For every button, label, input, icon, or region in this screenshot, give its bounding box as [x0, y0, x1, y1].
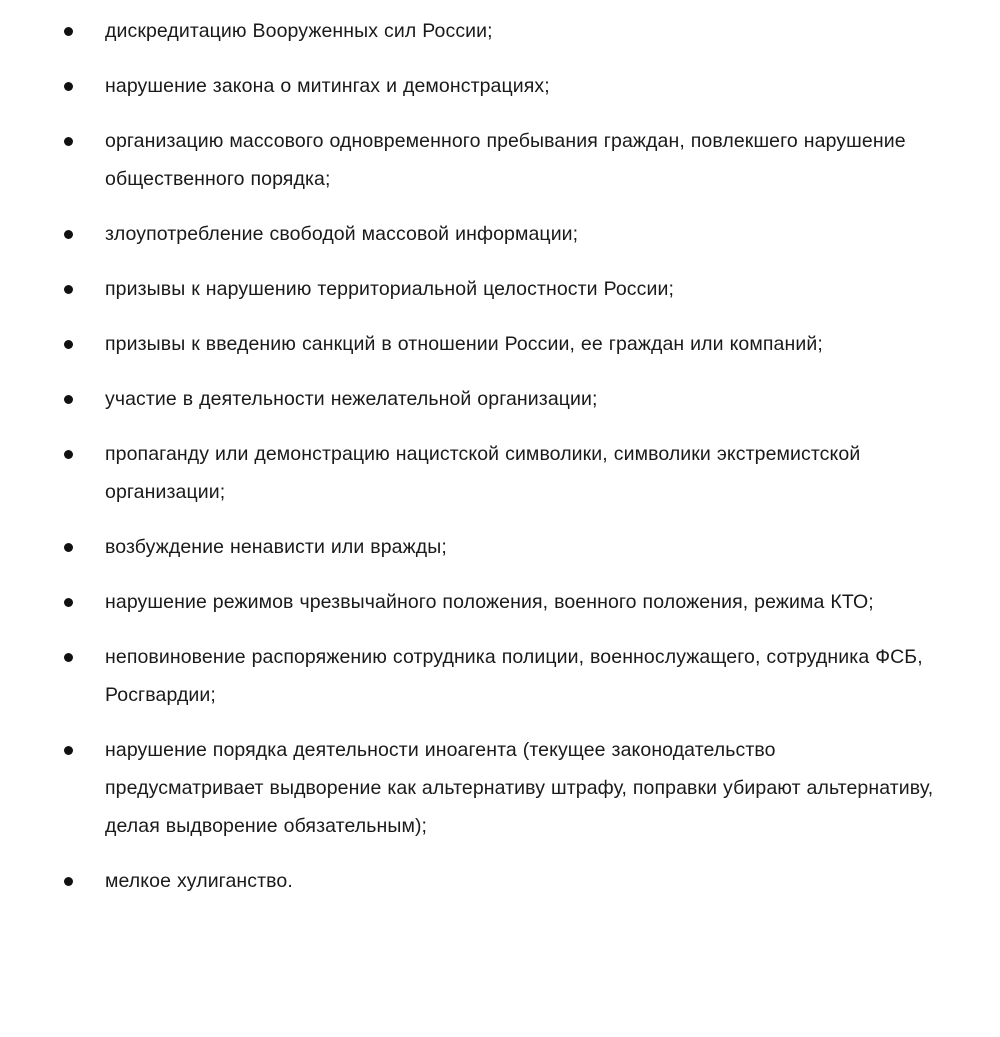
- list-item: [0, 638, 1000, 714]
- bullet-icon: [64, 380, 74, 418]
- list-item: [0, 12, 1000, 50]
- violations-list: [0, 12, 1000, 900]
- list-item-text: участие в деятельности нежелательной организации;: [105, 388, 598, 410]
- list-item: [0, 67, 1000, 105]
- list-item: [0, 122, 1000, 198]
- list-item-text: возбуждение ненависти или вражды;: [105, 536, 447, 558]
- list-item-text: нарушение режимов чрезвычайного положения, военного положения, режима КТО;: [105, 591, 874, 613]
- list-item-text: мелкое хулиганство.: [105, 870, 293, 892]
- bullet-icon: [64, 270, 74, 308]
- list-item: [0, 862, 1000, 900]
- list-item: [0, 380, 1000, 418]
- list-item-text: призывы к введению санкций в отношении России, ее граждан или компаний;: [105, 333, 823, 355]
- list-item-text: нарушение порядка деятельности иноагента (текущее законодательство предусматривает выдворение как альтернативу штрафу, поправки убирают альтернативу, делая выдворение обязательным);: [105, 739, 934, 837]
- list-item-text: дискредитацию Вооруженных сил России;: [105, 20, 493, 42]
- bullet-icon: [64, 528, 74, 566]
- bullet-icon: [64, 862, 74, 900]
- list-item: [0, 731, 1000, 845]
- bullet-icon: [64, 638, 74, 676]
- bullet-icon: [64, 215, 74, 253]
- list-item-text: призывы к нарушению территориальной целостности России;: [105, 278, 674, 300]
- list-item-text: нарушение закона о митингах и демонстрациях;: [105, 75, 550, 97]
- list-item: [0, 528, 1000, 566]
- list-item: [0, 325, 1000, 363]
- bullet-icon: [64, 731, 74, 769]
- list-item: [0, 583, 1000, 621]
- bullet-icon: [64, 435, 74, 473]
- list-item-text: организацию массового одновременного пребывания граждан, повлекшего нарушение общественного порядка;: [105, 130, 906, 190]
- list-item-text: неповиновение распоряжению сотрудника полиции, военнослужащего, сотрудника ФСБ, Росгвардии;: [105, 646, 923, 706]
- list-item-text: пропаганду или демонстрацию нацистской символики, символики экстремистской организации;: [105, 443, 861, 503]
- list-item-text: злоупотребление свободой массовой информации;: [105, 223, 579, 245]
- list-item: [0, 270, 1000, 308]
- bullet-icon: [64, 122, 74, 160]
- list-item: [0, 435, 1000, 511]
- bullet-icon: [64, 12, 74, 50]
- bullet-icon: [64, 67, 74, 105]
- list-item: [0, 215, 1000, 253]
- bullet-icon: [64, 325, 74, 363]
- bullet-icon: [64, 583, 74, 621]
